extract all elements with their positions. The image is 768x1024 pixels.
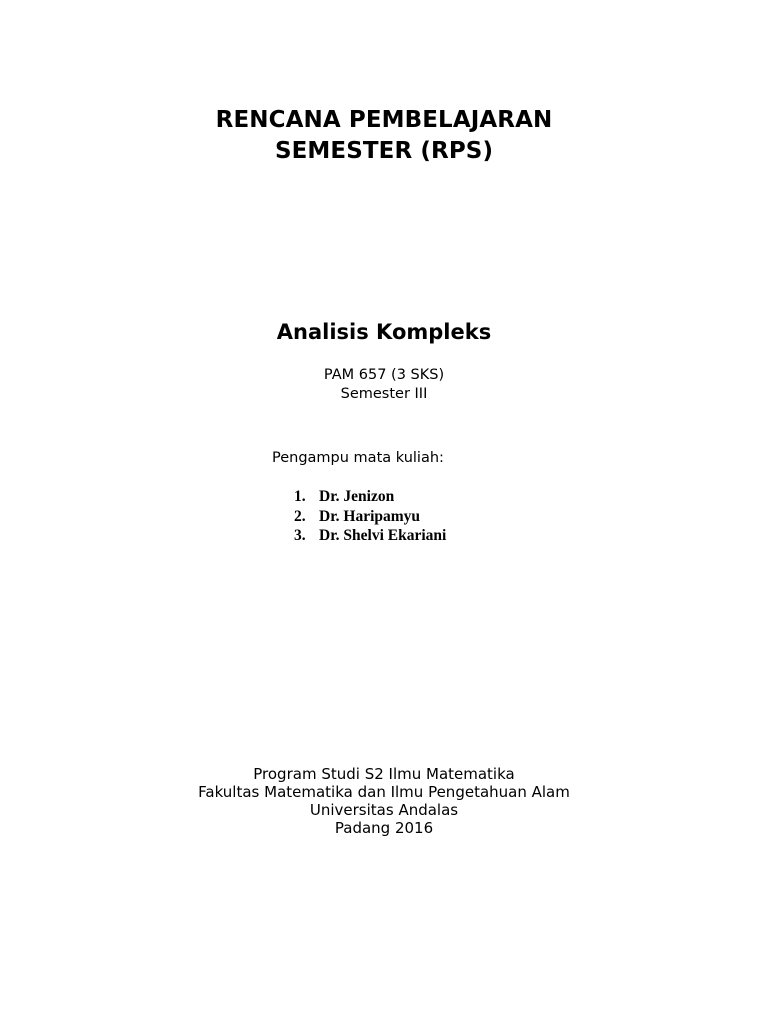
lecturers-heading: Pengampu mata kuliah: [272,450,444,466]
lecturer-name: Dr. Shelvi Ekariani [319,527,447,544]
lecturer-number: 3. [294,527,306,544]
footer-university: Universitas Andalas [309,801,459,819]
lecturer-name: Dr. Jenizon [319,488,395,505]
lecturer-list [294,487,446,546]
footer-place-year: Padang 2016 [334,819,434,837]
document-title-line-2: SEMESTER (RPS) [274,138,494,164]
lecturer-name: Dr. Haripamyu [319,507,421,525]
lecturer-item [294,526,446,546]
footer-faculty: Fakultas Matematika dan Ilmu Pengetahuan Alam [198,783,570,801]
lecturer-number: 2. [294,507,306,525]
lecturer-number: 1. [294,488,306,505]
lecturer-item [294,507,446,527]
footer-program: Program Studi S2 Ilmu Matematika [253,765,515,783]
lecturer-item [294,487,446,507]
course-title: Analisis Kompleks [276,320,492,344]
course-code: PAM 657 (3 SKS) [323,367,445,383]
semester-label: Semester III [340,386,428,402]
document-title-line-1: RENCANA PEMBELAJARAN [215,107,553,133]
